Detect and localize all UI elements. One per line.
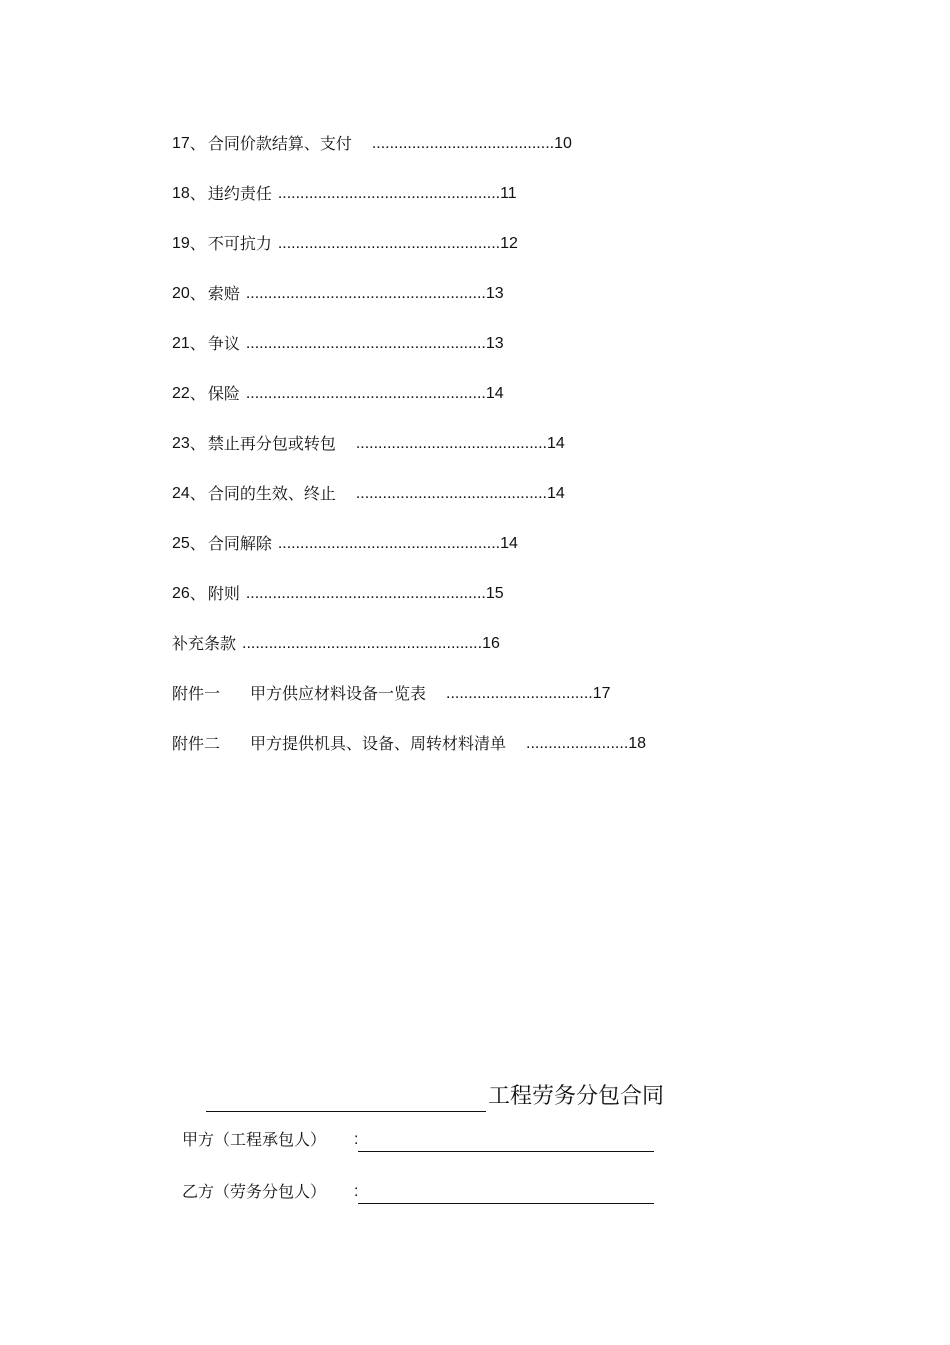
toc-page-number: 14 [485, 385, 504, 402]
toc-entry-number: 24 [172, 485, 190, 502]
toc-entry-number: 18 [172, 185, 190, 202]
toc-entry-separator: 、 [189, 334, 206, 353]
toc-page-number: 14 [546, 485, 565, 502]
toc-leader-dots: ........................................... [355, 435, 547, 452]
toc-entry-separator: 、 [189, 234, 206, 253]
toc-entry-title: 附则 [207, 584, 240, 603]
toc-entry [172, 230, 852, 280]
toc-leader-dots: ...................................................... [242, 635, 483, 652]
toc-leader-dots: ................................. [446, 685, 593, 702]
toc-entry-title: 甲方提供机具、设备、周转材料清单 [250, 734, 507, 753]
toc-page-number: 13 [485, 335, 504, 352]
contract-header [206, 1078, 806, 1112]
toc-leader-dots: ...................................................... [245, 385, 486, 402]
party-b-blank [358, 1183, 654, 1204]
toc-entry-separator: 、 [189, 384, 206, 403]
toc-entry-separator: 、 [189, 284, 206, 303]
toc-entry-separator: 、 [189, 134, 206, 153]
toc-leader-dots: ...................................................... [245, 285, 486, 302]
toc-leader-dots: ...................................................... [245, 335, 486, 352]
toc-entry [172, 130, 852, 180]
toc-leader-dots: .................................................. [277, 185, 501, 202]
toc-entry [172, 530, 852, 580]
toc-entry-separator: 、 [189, 184, 206, 203]
toc-entry [172, 180, 852, 230]
toc-entry-separator: 、 [189, 534, 206, 553]
toc-entry-number: 25 [172, 535, 190, 552]
toc-page-number: 11 [500, 185, 517, 202]
toc-page-number: 14 [546, 435, 565, 452]
toc-entry-number: 17 [172, 135, 190, 152]
toc-page-number: 13 [485, 285, 504, 302]
toc-entry-number: 23 [172, 435, 190, 452]
party-b-colon: : [354, 1183, 359, 1200]
toc-page-number: 14 [500, 535, 518, 552]
toc-entry-number: 22 [172, 385, 190, 402]
toc-leader-dots: ........................................... [355, 485, 547, 502]
toc-entry-number: 21 [172, 335, 190, 352]
toc-entry-supplement [172, 630, 852, 680]
toc-leader-dots: ......................................... [371, 135, 555, 152]
toc-page-number: 16 [482, 635, 500, 652]
toc-entry [172, 330, 852, 380]
toc-entry-title: 不可抗力 [207, 234, 272, 253]
toc-entry-title: 禁止再分包或转包 [207, 434, 336, 453]
appendix-label: 附件一 [172, 684, 221, 703]
party-a-label: 甲方（工程承包人） [182, 1130, 327, 1149]
toc-entry-title: 索赔 [207, 284, 240, 303]
toc-entry [172, 380, 852, 430]
project-name-blank [206, 1085, 486, 1112]
toc-entry-title: 甲方供应材料设备一览表 [250, 684, 427, 703]
toc-entry-separator: 、 [189, 484, 206, 503]
toc-entry [172, 580, 852, 630]
toc-entry-separator: 、 [189, 434, 206, 453]
toc-entry-number: 20 [172, 285, 190, 302]
toc-leader-dots: .................................................. [277, 535, 501, 552]
toc-entry-number: 19 [172, 235, 190, 252]
toc-entry-title: 合同解除 [207, 534, 272, 553]
toc-entry-title: 补充条款 [172, 634, 237, 653]
toc-entry-separator: 、 [189, 584, 206, 603]
toc-entry-appendix [172, 680, 852, 730]
toc-entry [172, 430, 852, 480]
toc-entry-title: 合同价款结算、支付 [207, 134, 352, 153]
appendix-label: 附件二 [172, 734, 221, 753]
table-of-contents [172, 130, 852, 780]
toc-entry [172, 280, 852, 330]
party-a-blank [358, 1131, 654, 1152]
toc-page-number: 18 [628, 735, 647, 752]
contract-title: 工程劳务分包合同 [488, 1084, 665, 1109]
party-a-colon: : [354, 1131, 359, 1148]
toc-entry-title: 合同的生效、终止 [207, 484, 336, 503]
toc-entry-title: 违约责任 [207, 184, 272, 203]
contract-title-row [206, 1078, 806, 1112]
toc-leader-dots: .................................................. [277, 235, 501, 252]
toc-page-number: 17 [592, 685, 611, 702]
toc-page-number: 10 [554, 135, 572, 152]
toc-entry [172, 480, 852, 530]
party-b-row [182, 1180, 654, 1204]
party-b-label: 乙方（劳务分包人） [182, 1182, 327, 1201]
toc-entry-appendix [172, 730, 852, 780]
toc-entry-title: 保险 [207, 384, 240, 403]
toc-entry-title: 争议 [207, 334, 240, 353]
toc-leader-dots: ....................... [526, 735, 629, 752]
toc-entry-number: 26 [172, 585, 190, 602]
toc-page-number: 15 [485, 585, 504, 602]
toc-page-number: 12 [500, 235, 518, 252]
toc-leader-dots: ...................................................... [245, 585, 486, 602]
party-a-row [182, 1128, 654, 1152]
